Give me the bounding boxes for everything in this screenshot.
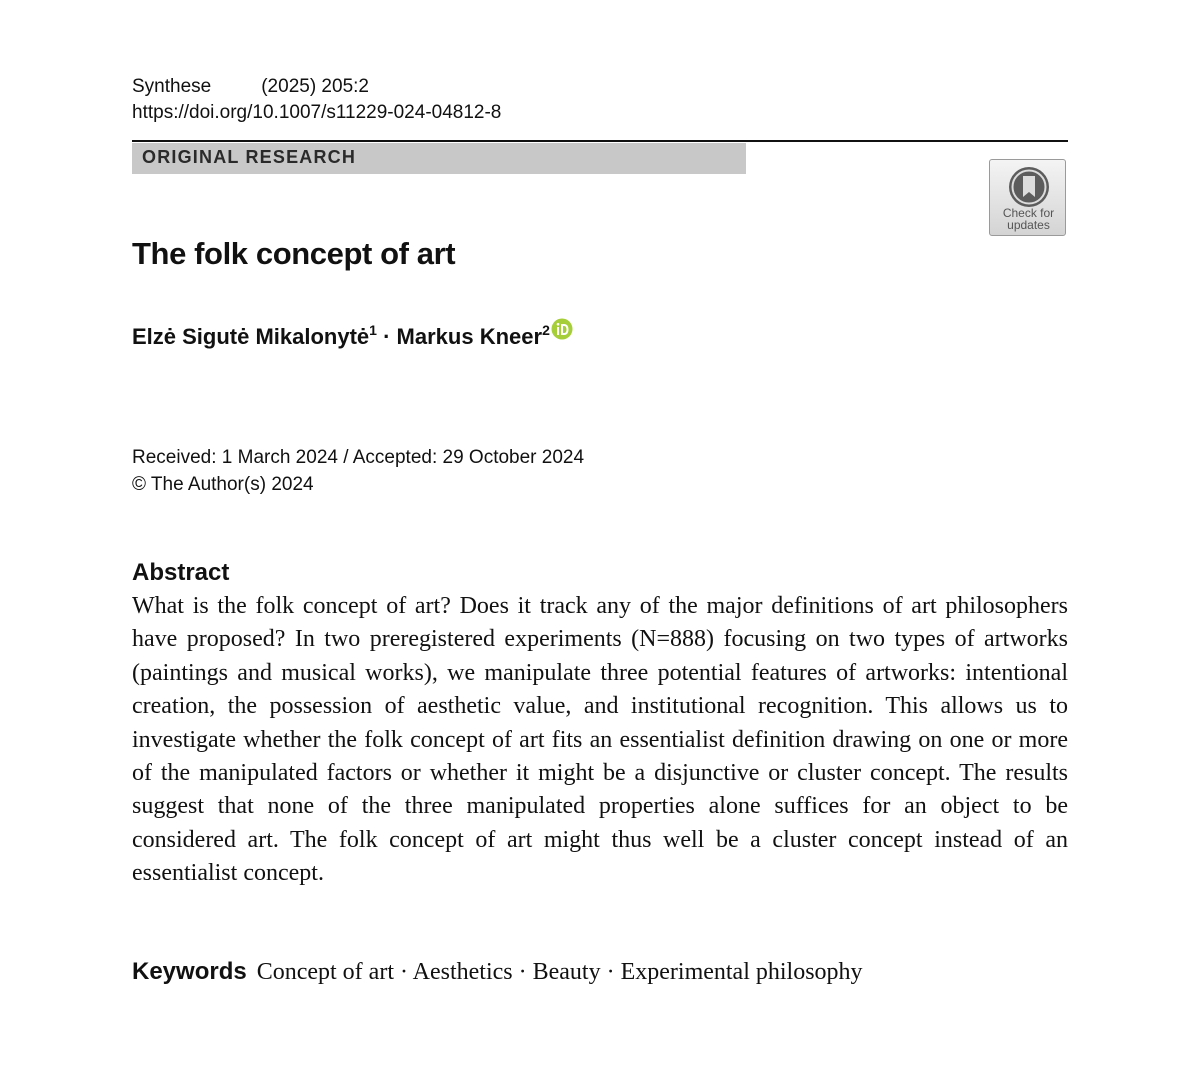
journal-citation [132, 74, 369, 100]
copyright-notice: © The Author(s) 2024 [132, 474, 314, 495]
publication-dates [132, 444, 584, 498]
received-accepted-dates: Received: 1 March 2024 / Accepted: 29 October 2024 [132, 447, 585, 468]
article-category-bar [132, 143, 746, 174]
article-title: The folk concept of art [132, 236, 456, 271]
affiliation-marker: 2 [542, 322, 550, 338]
header-rule [132, 140, 1068, 142]
author-list [132, 318, 573, 353]
article-category: ORIGINAL RESEARCH [142, 147, 357, 167]
journal-name: Synthese [132, 76, 212, 97]
volume-info: (2025) 205:2 [261, 76, 369, 97]
author-separator: · [383, 324, 391, 349]
orcid-icon[interactable] [551, 318, 573, 340]
keywords-label: Keywords [132, 958, 247, 985]
abstract-heading: Abstract [132, 559, 230, 586]
check-for-updates-button[interactable] [989, 159, 1066, 236]
bookmark-icon [1008, 166, 1050, 208]
abstract-text: What is the folk concept of art? Does it track any of the major definitions of art philosophers have proposed? In two preregistered experiments (N=888) focusing on two types of artworks (paintings and musical works), we manipulate three potential features of artworks: intentional creation, the possession of aesthetic value, and institutional recognition. This allows us to investigate whether the folk concept of art fits an essentialist definition drawing on one or more of the manipulated factors or whether it might be a disjunctive or cluster concept. The results suggest that none of the three manipulated properties alone suffices for an object to be considered art. The folk concept of art might thus well be a cluster concept instead of an essentialist concept. [132, 593, 1068, 887]
check-for-updates-label: Check for updates [1002, 206, 1055, 232]
affiliation-marker: 1 [369, 322, 377, 338]
author-name[interactable]: Markus Kneer [396, 324, 543, 349]
keywords-list: Concept of art · Aesthetics · Beauty · Experimental philosophy [256, 959, 863, 985]
keywords-section [132, 955, 863, 989]
author-name[interactable]: Elzė Sigutė Mikalonytė [132, 324, 370, 349]
doi-link[interactable]: https://doi.org/10.1007/s11229-024-04812-8 [132, 102, 502, 123]
